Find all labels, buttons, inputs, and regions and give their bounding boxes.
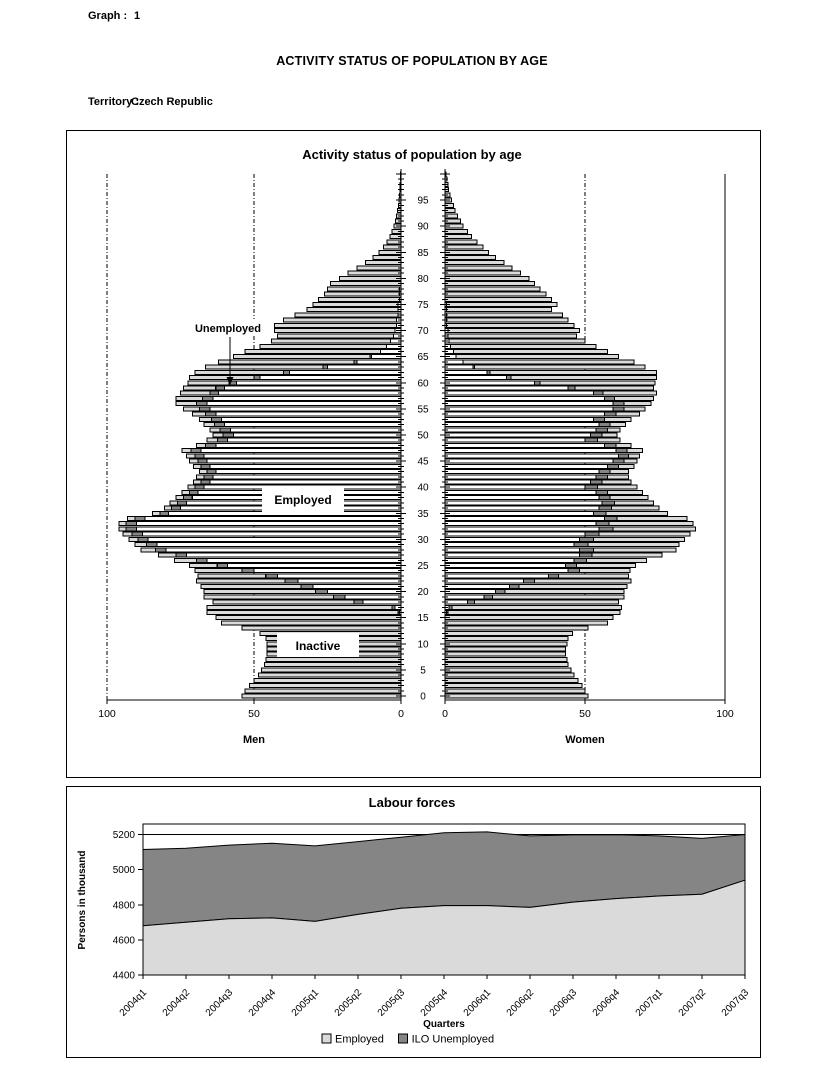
- svg-text:60: 60: [417, 378, 429, 390]
- svg-text:4800: 4800: [112, 900, 135, 912]
- svg-text:50: 50: [579, 708, 591, 720]
- svg-text:2005q2: 2005q2: [332, 987, 365, 1019]
- svg-text:Unemployed: Unemployed: [194, 323, 262, 335]
- svg-text:50: 50: [417, 430, 429, 442]
- svg-text:50: 50: [248, 708, 260, 720]
- svg-text:2006q3: 2006q3: [547, 987, 580, 1019]
- svg-text:5200: 5200: [112, 830, 135, 841]
- svg-text:20: 20: [417, 587, 429, 599]
- svg-text:2004q2: 2004q2: [160, 987, 193, 1019]
- svg-text:10: 10: [417, 639, 429, 651]
- population-pyramid-chart: [67, 131, 758, 775]
- svg-text:95: 95: [417, 195, 429, 207]
- svg-text:Employed: Employed: [274, 493, 332, 507]
- svg-text:100: 100: [98, 708, 116, 720]
- territory-label: Territory :: [88, 96, 140, 108]
- svg-text:Employed: Employed: [335, 1033, 384, 1046]
- svg-text:2006q1: 2006q1: [461, 987, 494, 1019]
- svg-text:Men: Men: [243, 734, 265, 746]
- svg-text:25: 25: [417, 561, 429, 572]
- pyramid-chart-frame: [66, 130, 761, 778]
- svg-text:0: 0: [442, 708, 448, 720]
- svg-text:45: 45: [417, 456, 429, 468]
- svg-text:40: 40: [417, 482, 429, 494]
- svg-text:55: 55: [417, 404, 429, 416]
- svg-text:70: 70: [417, 326, 429, 338]
- svg-text:2004q3: 2004q3: [203, 987, 236, 1019]
- svg-text:15: 15: [417, 613, 429, 625]
- territory-value: Czech Republic: [131, 96, 213, 108]
- svg-text:100: 100: [716, 708, 734, 720]
- svg-text:Persons in thousand: Persons in thousand: [77, 850, 88, 950]
- svg-text:65: 65: [417, 352, 429, 364]
- page-title: ACTIVITY STATUS OF POPULATION BY AGE: [276, 54, 548, 68]
- svg-text:2007q3: 2007q3: [719, 987, 752, 1019]
- svg-text:0: 0: [398, 708, 404, 720]
- svg-text:0: 0: [420, 691, 426, 703]
- svg-text:5: 5: [420, 665, 426, 677]
- svg-text:Quarters: Quarters: [423, 1019, 465, 1030]
- svg-text:2004q4: 2004q4: [246, 987, 279, 1019]
- svg-text:Activity status of population: Activity status of population by age: [302, 147, 522, 162]
- svg-text:2006q2: 2006q2: [504, 987, 537, 1019]
- svg-text:30: 30: [417, 534, 429, 546]
- svg-text:2004q1: 2004q1: [117, 987, 150, 1019]
- svg-text:35: 35: [417, 508, 429, 520]
- svg-text:2005q1: 2005q1: [289, 987, 322, 1019]
- svg-text:2007q2: 2007q2: [676, 987, 709, 1019]
- svg-text:85: 85: [417, 247, 429, 259]
- svg-text:2005q3: 2005q3: [375, 987, 408, 1019]
- svg-text:4600: 4600: [112, 935, 135, 947]
- labour-forces-area-chart: [67, 787, 758, 1055]
- svg-text:80: 80: [417, 273, 429, 285]
- svg-text:2007q1: 2007q1: [633, 987, 666, 1019]
- svg-text:75: 75: [417, 300, 429, 311]
- graph-label: Graph :: [88, 10, 128, 22]
- svg-text:Labour forces: Labour forces: [368, 795, 456, 810]
- graph-number: 1: [134, 10, 141, 22]
- svg-text:Women: Women: [565, 734, 605, 746]
- svg-text:5000: 5000: [112, 865, 135, 877]
- labour-forces-chart-frame: [66, 786, 761, 1058]
- svg-text:2005q4: 2005q4: [418, 987, 451, 1019]
- svg-text:4400: 4400: [112, 970, 135, 982]
- svg-text:2006q4: 2006q4: [590, 987, 623, 1019]
- svg-text:Inactive: Inactive: [295, 639, 341, 653]
- svg-text:ILO Unemployed: ILO Unemployed: [411, 1033, 495, 1046]
- svg-text:90: 90: [417, 221, 429, 233]
